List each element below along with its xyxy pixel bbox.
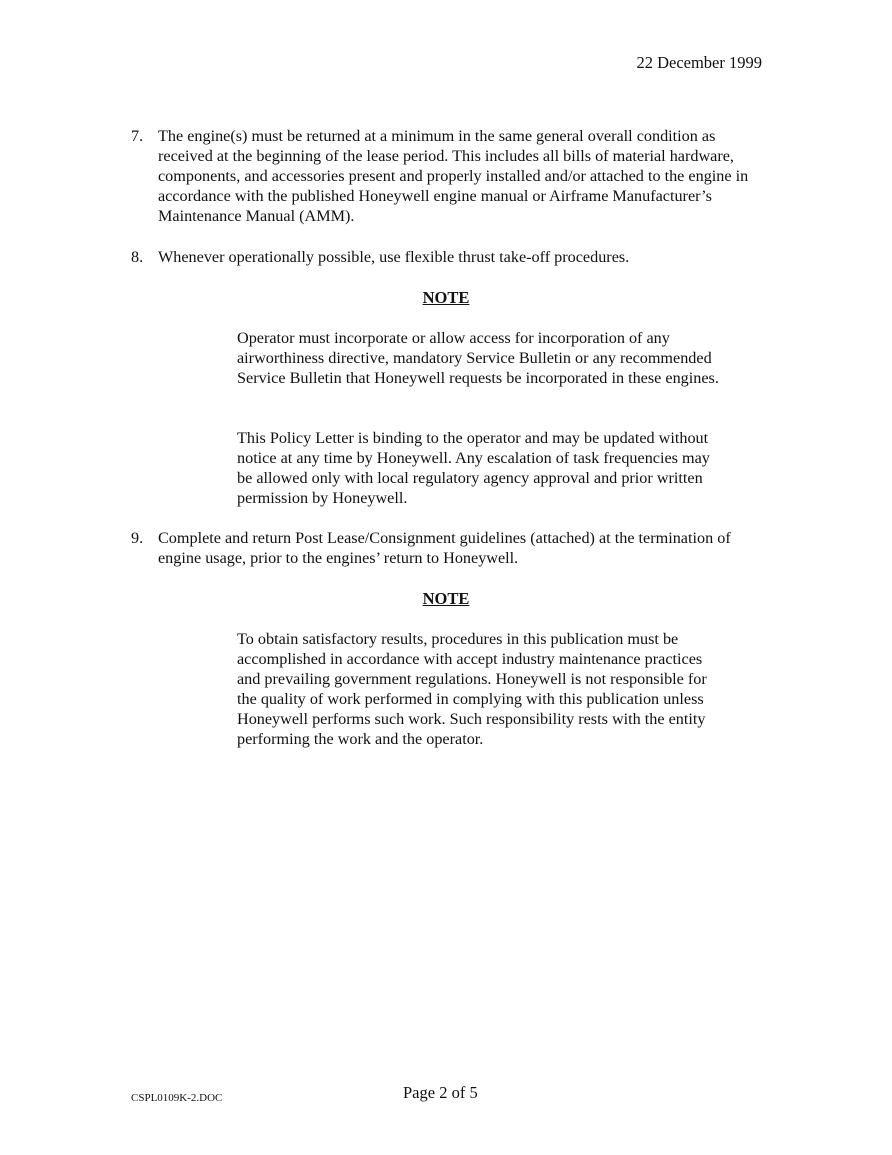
list-item-number: 7.	[131, 127, 144, 145]
footer-document-id: CSPL0109K-2.DOC	[131, 1092, 223, 1104]
footer-page-number: Page 2 of 5	[403, 1083, 478, 1102]
note-paragraph: Operator must incorporate or allow access for incorporation of any airworthiness directive, mandatory Service Bulletin or any recommended Service Bulletin that Honeywell requests be incorporated in these engines.	[237, 329, 719, 387]
list-item-number: 8.	[131, 248, 144, 266]
list-item-7	[131, 126, 771, 226]
list-item-8	[131, 247, 771, 267]
list-item-text: Whenever operationally possible, use flexible thrust take-off procedures.	[158, 248, 630, 266]
note-paragraph: To obtain satisfactory results, procedures in this publication must be accomplished in accordance with accept industry maintenance practices and prevailing government regulations. Honeywell is not responsible for the quality of work performed in complying with this publication unless Honeywell performs such work. Such responsibility rests with the entity performing the work and the operator.	[237, 630, 707, 748]
list-item-text: The engine(s) must be returned at a minimum in the same general overall condition as received at the beginning of the lease period. This includes all bills of material hardware, components, and accessories present and properly installed and/or attached to the engine in accordance with the published Honeywell engine manual or Airframe Manufacturer’s Maintenance Manual (AMM).	[158, 127, 749, 225]
list-item-number: 9.	[131, 529, 144, 547]
note-paragraph: This Policy Letter is binding to the operator and may be updated without notice at any time by Honeywell. Any escalation of task frequencies may be allowed only with local regulatory agency approval and prior written permission by Honeywell.	[237, 429, 710, 507]
list-item-9	[131, 528, 771, 568]
document-date: 22 December 1999	[636, 53, 762, 72]
note-heading: NOTE	[422, 288, 470, 307]
note-heading: NOTE	[422, 589, 470, 608]
list-item-text: Complete and return Post Lease/Consignment guidelines (attached) at the termination of engine usage, prior to the engines’ return to Honeywell.	[158, 529, 731, 567]
